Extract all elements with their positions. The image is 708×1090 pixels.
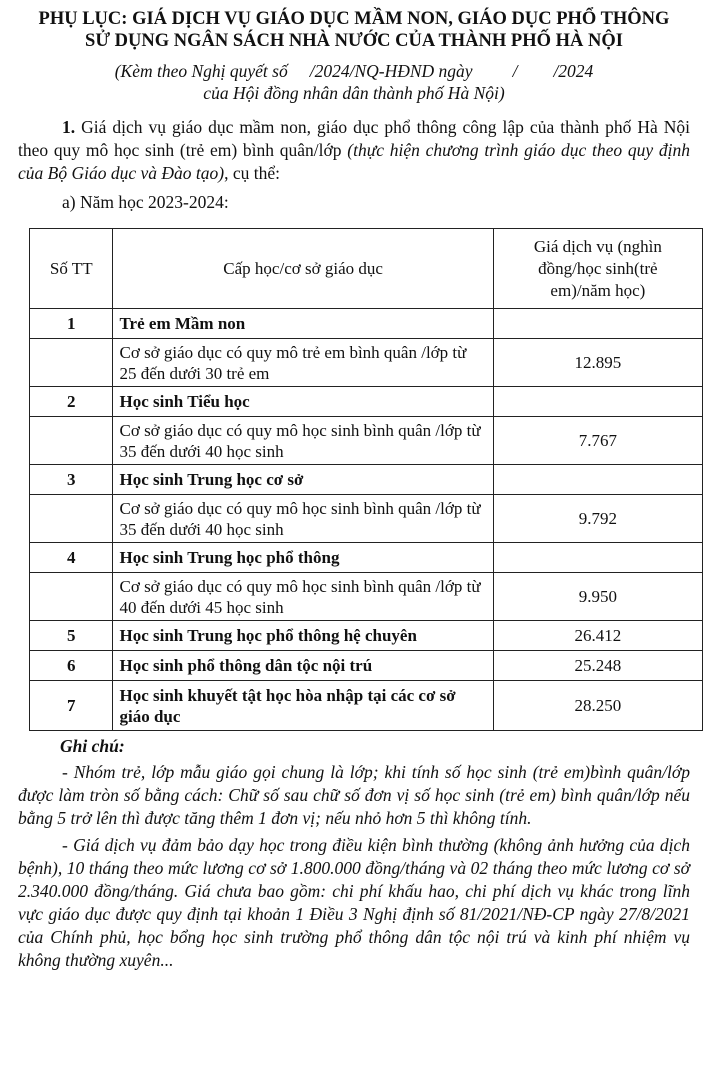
- notes-title: Ghi chú:: [60, 736, 125, 756]
- row-stt: 1: [30, 309, 113, 339]
- row-price: 28.250: [493, 681, 702, 731]
- note-2: - Giá dịch vụ đảm bảo dạy học trong điều kiện bình thường (không ảnh hưởng của dịch bệnh), 10 tháng theo mức lương cơ sở 1.800.000 đồng/tháng và 02 tháng theo mức lương cơ sở 2.340.000 đồng/tháng. Giá chưa bao gồm: chi phí khấu hao, chi phí dịch vụ khác trong lĩnh vực giáo dục được quy định tại khoản 1 Điều 3 Nghị định số 81/2021/NĐ-CP ngày 27/8/2021 của Chính phủ, học bổng học sinh trường phổ thông dân tộc nội trú và kinh phí nhiệm vụ không thường xuyên...: [18, 835, 690, 970]
- subtitle-line-1: [18, 60, 690, 82]
- table-row: [30, 417, 703, 465]
- row-stt: 3: [30, 465, 113, 495]
- row-group: Học sinh Trung học phổ thông: [113, 543, 493, 573]
- school-year-label: a) Năm học 2023-2024:: [62, 192, 229, 212]
- subtitle-line-2: của Hội đồng nhân dân thành phố Hà Nội): [203, 83, 505, 103]
- row-price: 7.767: [493, 417, 702, 465]
- section-1-paragraph: [18, 116, 690, 185]
- subtitle-part-b: /2024/NQ-HĐND ngày: [309, 61, 473, 81]
- subtitle-part-a: (Kèm theo Nghị quyết số: [114, 61, 288, 81]
- row-group: Học sinh Trung học phổ thông hệ chuyên: [113, 621, 493, 651]
- row-stt: 4: [30, 543, 113, 573]
- row-stt: 2: [30, 387, 113, 417]
- note-1: - Nhóm trẻ, lớp mẫu giáo gọi chung là lớp; khi tính số học sinh (trẻ em)bình quân/lớp được làm tròn số bằng cách: Chữ số sau chữ số đơn vị số học sinh (trẻ em) bình quân/lớp nếu bằng 5 trở lên thì được tăng thêm 1 đơn vị; nếu nhỏ hơn 5 thì không tính.: [18, 762, 690, 828]
- row-group: Học sinh Trung học cơ sở: [113, 465, 493, 495]
- row-detail: Cơ sở giáo dục có quy mô học sinh bình quân /lớp từ 35 đến dưới 40 học sinh: [113, 495, 493, 543]
- row-price: 9.950: [493, 573, 702, 621]
- row-price: 12.895: [493, 339, 702, 387]
- title-line-1: PHỤ LỤC: GIÁ DỊCH VỤ GIÁO DỤC MẦM NON, GIÁO DỤC PHỔ THÔNG: [38, 9, 670, 29]
- table-row: [30, 681, 703, 731]
- row-detail: Cơ sở giáo dục có quy mô trẻ em bình quân /lớp từ 25 đến dưới 30 trẻ em: [113, 339, 493, 387]
- table-row: [30, 465, 703, 495]
- title-line-2: SỬ DỤNG NGÂN SÁCH NHÀ NƯỚC CỦA THÀNH PHỐ HÀ NỘI: [85, 31, 623, 51]
- row-detail: Cơ sở giáo dục có quy mô học sinh bình quân /lớp từ 35 đến dưới 40 học sinh: [113, 417, 493, 465]
- table-header-row: [30, 229, 703, 309]
- table-row: [30, 495, 703, 543]
- row-detail: Cơ sở giáo dục có quy mô học sinh bình quân /lớp từ 40 đến dưới 45 học sinh: [113, 573, 493, 621]
- row-group: Trẻ em Mầm non: [113, 309, 493, 339]
- table-row: [30, 651, 703, 681]
- header-stt: Số TT: [30, 229, 113, 309]
- table-row: [30, 387, 703, 417]
- table-row: [30, 543, 703, 573]
- row-stt: 6: [30, 651, 113, 681]
- row-group: Học sinh phổ thông dân tộc nội trú: [113, 651, 493, 681]
- table-row: [30, 309, 703, 339]
- subtitle-part-d: /2024: [553, 61, 594, 81]
- row-group: Học sinh khuyết tật học hòa nhập tại các cơ sở giáo dục: [113, 681, 493, 731]
- row-group: Học sinh Tiểu học: [113, 387, 493, 417]
- table-row: [30, 573, 703, 621]
- section-number: 1.: [62, 117, 76, 137]
- section-text: Giá dịch vụ giáo dục mầm non, giáo dục phổ thông công lập của thành phố Hà Nội theo quy mô học sinh (trẻ em) bình quân/lớp: [18, 117, 690, 160]
- subtitle-part-c: /: [512, 61, 518, 81]
- header-price: Giá dịch vụ (nghìn đồng/học sinh(trẻ em)/năm học): [493, 229, 702, 309]
- row-price: 9.792: [493, 495, 702, 543]
- table-row: [30, 621, 703, 651]
- header-category: Cấp học/cơ sở giáo dục: [113, 229, 493, 309]
- row-stt: 7: [30, 681, 113, 731]
- row-price: 26.412: [493, 621, 702, 651]
- section-text-italic: (thực hiện chương trình giáo dục theo quy định của Bộ Giáo dục và Đào tạo): [18, 140, 690, 183]
- table-row: [30, 339, 703, 387]
- price-table: [29, 228, 703, 731]
- row-stt: 5: [30, 621, 113, 651]
- section-text-end: , cụ thể:: [224, 163, 280, 183]
- row-price: 25.248: [493, 651, 702, 681]
